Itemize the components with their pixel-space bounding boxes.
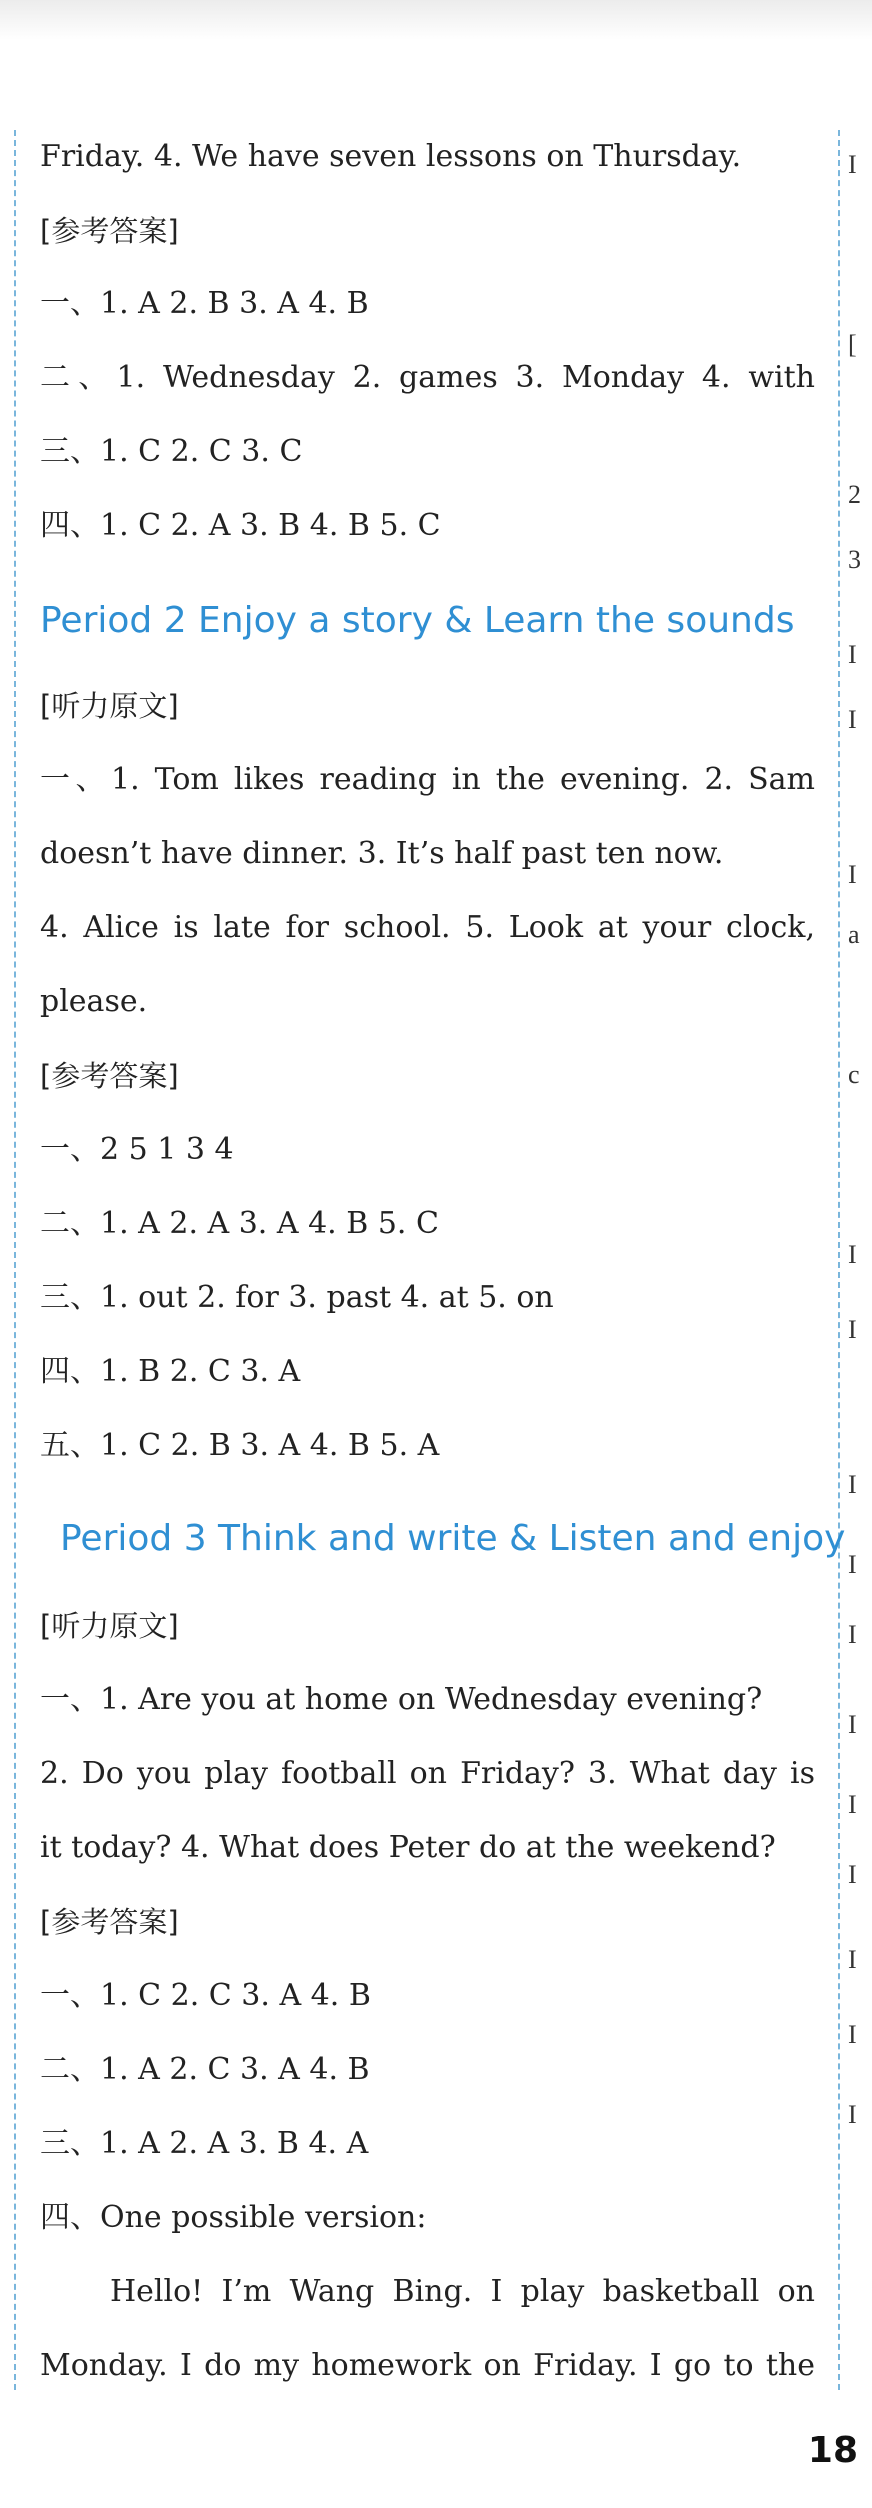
text-line: 二、1. A 2. C 3. A 4. B — [40, 2052, 370, 2087]
period-heading: Period 2 Enjoy a story & Learn the sounds — [40, 600, 795, 641]
edge-glyph: I — [848, 1860, 857, 1889]
edge-glyph: I — [848, 1240, 857, 1269]
edge-glyph: 2 — [848, 480, 861, 509]
text-line: 一、1. C 2. C 3. A 4. B — [40, 1978, 371, 2013]
edge-glyph: I — [848, 1470, 857, 1499]
edge-glyph: I — [848, 150, 857, 179]
text-line: 二、1. Wednesday 2. games 3. Monday 4. with — [40, 360, 815, 395]
text-line: please. — [40, 984, 148, 1019]
text-line: 4. Alice is late for school. 5. Look at your clock, — [40, 910, 815, 945]
text-line: 2. Do you play football on Friday? 3. What day is — [40, 1756, 815, 1791]
edge-glyph: I — [848, 705, 857, 734]
top-shadow — [0, 0, 872, 40]
edge-glyph: I — [848, 1620, 857, 1649]
text-line: 三、1. out 2. for 3. past 4. at 5. on — [40, 1280, 554, 1315]
edge-glyph: I — [848, 1710, 857, 1739]
text-line: doesn’t have dinner. 3. It’s half past ten now. — [40, 836, 724, 871]
text-line: 四、One possible version: — [40, 2200, 427, 2235]
edge-glyph: 3 — [848, 545, 861, 574]
edge-glyph: c — [848, 1060, 860, 1089]
text-line: 四、1. B 2. C 3. A — [40, 1354, 301, 1389]
period-heading: Period 3 Think and write & Listen and enjoy — [60, 1518, 846, 1559]
section-tag: [参考答案] — [40, 1059, 179, 1093]
text-line: Friday. 4. We have seven lessons on Thursday. — [40, 139, 742, 174]
text-line: 一、2 5 1 3 4 — [40, 1132, 234, 1167]
edge-glyph: I — [848, 1790, 857, 1819]
edge-glyph: I — [848, 1550, 857, 1579]
section-tag: [听力原文] — [40, 1609, 179, 1643]
section-tag: [参考答案] — [40, 1905, 179, 1939]
text-line: it today? 4. What does Peter do at the weekend? — [40, 1830, 776, 1865]
text-line: 一、1. Are you at home on Wednesday evening? — [40, 1682, 763, 1717]
section-tag: [听力原文] — [40, 689, 179, 723]
text-line: Monday. I do my homework on Friday. I go to the — [40, 2348, 815, 2383]
edge-glyph: I — [848, 640, 857, 669]
text-line: 一、1. Tom likes reading in the evening. 2. Sam — [40, 762, 815, 797]
text-line: 一、1. A 2. B 3. A 4. B — [40, 286, 369, 321]
edge-glyph: a — [848, 920, 860, 949]
text-line: 三、1. A 2. A 3. B 4. A — [40, 2126, 369, 2161]
edge-glyph: I — [848, 1945, 857, 1974]
edge-glyph: I — [848, 860, 857, 889]
edge-glyph: [ — [848, 330, 857, 359]
text-line: 三、1. C 2. C 3. C — [40, 434, 303, 469]
page-number: 18 — [807, 2430, 858, 2471]
text-line: 四、1. C 2. A 3. B 4. B 5. C — [40, 508, 441, 543]
left-dashed-rule — [14, 130, 16, 2390]
section-tag: [参考答案] — [40, 214, 179, 248]
text-line: Hello! I’m Wang Bing. I play basketball on — [110, 2274, 815, 2309]
text-line: 五、1. C 2. B 3. A 4. B 5. A — [40, 1428, 440, 1463]
text-line: 二、1. A 2. A 3. A 4. B 5. C — [40, 1206, 439, 1241]
right-dashed-rule — [838, 130, 840, 2390]
edge-glyph: I — [848, 2100, 857, 2129]
edge-glyph: I — [848, 1315, 857, 1344]
edge-glyph: I — [848, 2020, 857, 2049]
